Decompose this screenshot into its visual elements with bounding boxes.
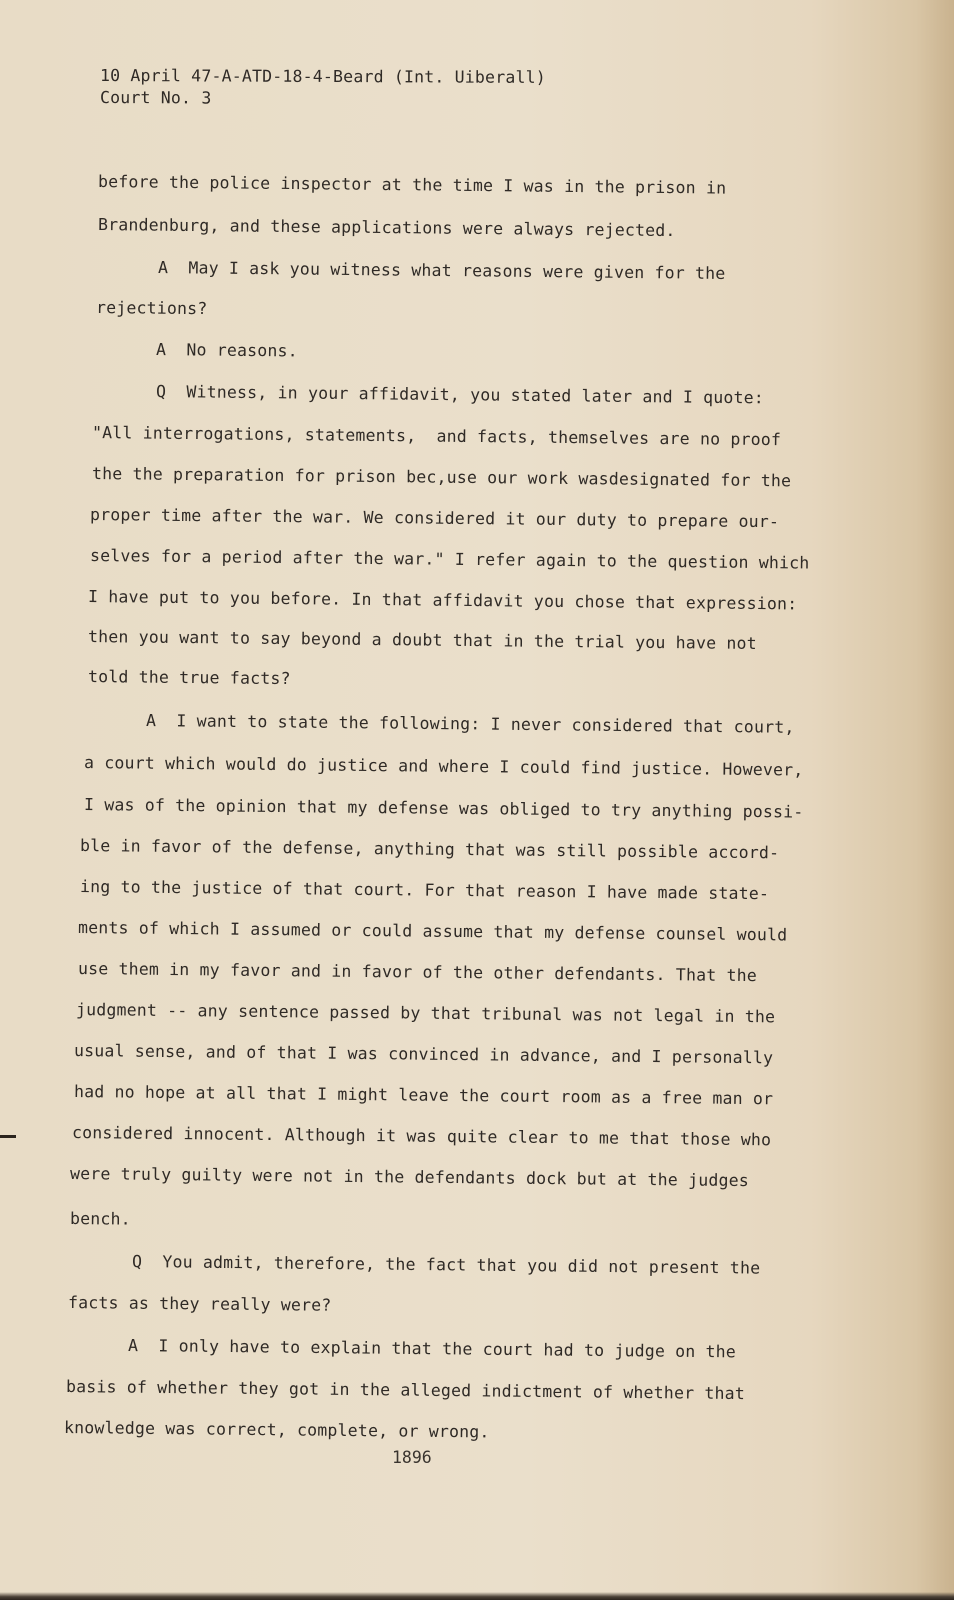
page-number: 1896 bbox=[392, 1448, 432, 1467]
body-line: then you want to say beyond a doubt that in the trial you have not bbox=[87, 627, 757, 654]
body-line: ing to the justice of that court. For that reason I have made state- bbox=[79, 877, 770, 904]
body-line: A May I ask you witness what reasons were given for the bbox=[157, 258, 726, 283]
body-line: I have put to you before. In that affidavit you chose that expression: bbox=[87, 587, 798, 614]
body-line: Q You admit, therefore, the fact that you did not present the bbox=[131, 1252, 761, 1278]
body-line: use them in my favor and in favor of the other defendants. That the bbox=[77, 959, 758, 986]
body-line: A No reasons. bbox=[155, 340, 298, 361]
body-line: judgment -- any sentence passed by that tribunal was not legal in the bbox=[75, 1000, 776, 1027]
body-line: rejections? bbox=[95, 298, 208, 319]
body-line: Brandenburg, and these applications were always rejected. bbox=[97, 215, 676, 241]
body-line: told the true facts? bbox=[87, 667, 291, 689]
margin-mark bbox=[0, 1135, 16, 1138]
body-line: before the police inspector at the time I was in the prison in bbox=[97, 172, 727, 198]
body-line: a court which would do justice and where I could find justice. However, bbox=[83, 753, 804, 780]
body-line: A I want to state the following: I never considered that court, bbox=[145, 711, 795, 737]
header-line-1: 10 April 47-A-ATD-18-4-Beard (Int. Uiberall) bbox=[99, 66, 546, 87]
body-line: considered innocent. Although it was quite clear to me that those who bbox=[71, 1123, 772, 1150]
body-line: ble in favor of the defense, anything that was still possible accord- bbox=[79, 836, 780, 863]
body-line: usual sense, and of that I was convinced in advance, and I personally bbox=[73, 1041, 774, 1068]
body-line: proper time after the war. We considered it our duty to prepare our- bbox=[89, 505, 780, 532]
body-line: facts as they really were? bbox=[67, 1293, 332, 1315]
body-line: Q Witness, in your affidavit, you stated later and I quote: bbox=[155, 382, 765, 408]
header-line-2: Court No. 3 bbox=[99, 88, 212, 108]
body-line: "All interrogations, statements, and facts, themselves are no proof bbox=[91, 423, 782, 450]
body-line: basis of whether they got in the alleged indictment of whether that bbox=[65, 1377, 746, 1404]
body-line: knowledge was correct, complete, or wrong. bbox=[63, 1418, 490, 1442]
page-bottom-edge bbox=[0, 1592, 954, 1600]
body-line: selves for a period after the war." I refer again to the question which bbox=[89, 546, 810, 573]
body-line: A I only have to explain that the court had to judge on the bbox=[127, 1336, 737, 1362]
body-line: were truly guilty were not in the defendants dock but at the judges bbox=[69, 1164, 750, 1191]
body-line: had no hope at all that I might leave the court room as a free man or bbox=[73, 1082, 774, 1109]
body-line: bench. bbox=[69, 1209, 131, 1229]
body-line: ments of which I assumed or could assume that my defense counsel would bbox=[77, 918, 788, 945]
body-line: the the preparation for prison bec,use our work wasdesignated for the bbox=[91, 464, 792, 491]
body-line: I was of the opinion that my defense was obliged to try anything possi- bbox=[83, 795, 804, 822]
